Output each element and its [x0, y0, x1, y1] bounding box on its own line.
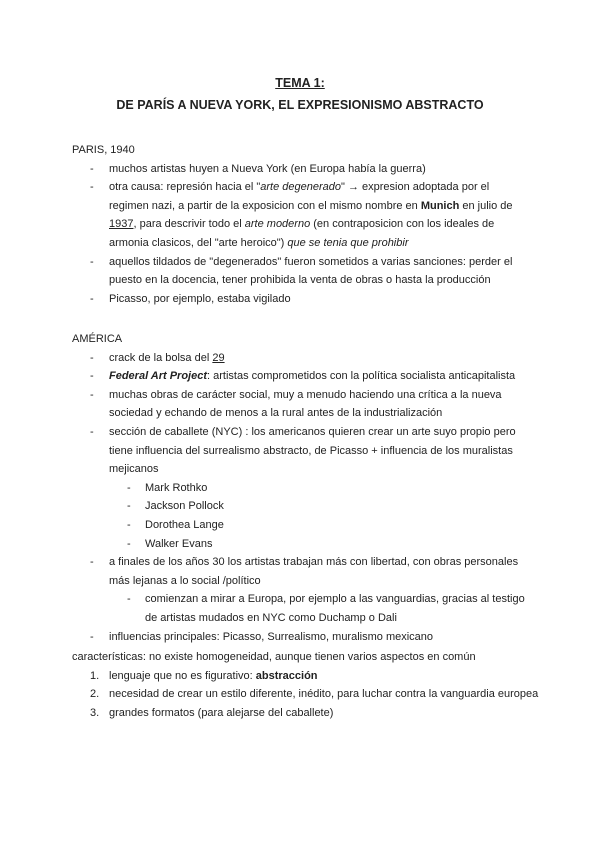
caracteristicas-list [72, 667, 542, 723]
paris-list [72, 160, 532, 309]
list-item: - muchas obras de carácter social, muy a menudo haciendo una crítica a la nueva sociedad y echando de menos a la rural antes de la industrialización [72, 386, 532, 423]
america-section [72, 330, 532, 646]
numbered-item: 2. necesidad de crear un estilo diferente, inédito, para luchar contra la vanguardia europea [90, 688, 539, 701]
list-item: - a finales de los años 30 los artistas trabajan más con libertad, con obras personales más lejanas a lo social /político - comienzan a mirar a Europa, por ejemplo a las vanguardias, gracias al testigo de artistas mudados en NYC como Duchamp o Dali [72, 553, 532, 627]
numbered-item: 3. grandes formatos (para alejarse del caballete) [90, 706, 334, 719]
sub-list [109, 590, 532, 627]
list-item: - crack de la bolsa del 29 [72, 349, 532, 368]
america-heading: AMÉRICA [72, 333, 123, 345]
document-title: TEMA 1: [275, 76, 325, 90]
list-item: - Picasso, por ejemplo, estaba vigilado [72, 290, 532, 309]
artist-item: - Dorothea Lange [109, 516, 532, 535]
america-list [72, 349, 532, 647]
caracteristicas-heading: características: no existe homogeneidad, aunque tienen varios aspectos en común [72, 651, 476, 663]
list-item: - influencias principales: Picasso, Surrealismo, muralismo mexicano [72, 628, 532, 647]
list-item: - Federal Art Project: artistas comprometidos con la política socialista anticapitalista [72, 367, 532, 386]
artist-item: - Walker Evans [109, 535, 532, 554]
artist-list [109, 479, 532, 553]
paris-section [72, 141, 532, 308]
artist-item: - Jackson Pollock [109, 497, 532, 516]
caracteristicas-section [72, 648, 542, 722]
paris-heading: PARIS, 1940 [72, 144, 135, 156]
artist-item: - Mark Rothko [109, 479, 532, 498]
list-item: - otra causa: represión hacia el "arte degenerado" → expresion adoptada por el regimen nazi, a partir de la exposicion con el mismo nombre en Munich en julio de 1937, para descrivir todo el arte moderno (en contraposicion con los ideales de armonia clasicos, del "arte heroico") que se tenia que prohibir [72, 178, 532, 252]
list-item: - muchos artistas huyen a Nueva York (en Europa había la guerra) [72, 160, 532, 179]
sub-item: - comienzan a mirar a Europa, por ejemplo a las vanguardias, gracias al testigo de artistas mudados en NYC como Duchamp o Dali [109, 590, 532, 627]
list-item: - sección de caballete (NYC) : los americanos quieren crear un arte suyo propio pero tiene influencia del surrealismo abstracto, de Picasso + influencia de los muralistas mejicanos - Mark Rothko - Jackson Pollock - Dorothea Lange - Walker Evans [72, 423, 532, 553]
document-subtitle: DE PARÍS A NUEVA YORK, EL EXPRESIONISMO ABSTRACTO [116, 98, 484, 112]
list-item: - aquellos tildados de "degenerados" fueron sometidos a varias sanciones: perder el puesto en la docencia, tener prohibida la venta de obras o hasta la producción [72, 253, 532, 290]
numbered-item: 1. lenguaje que no es figurativo: abstracción [90, 669, 318, 682]
